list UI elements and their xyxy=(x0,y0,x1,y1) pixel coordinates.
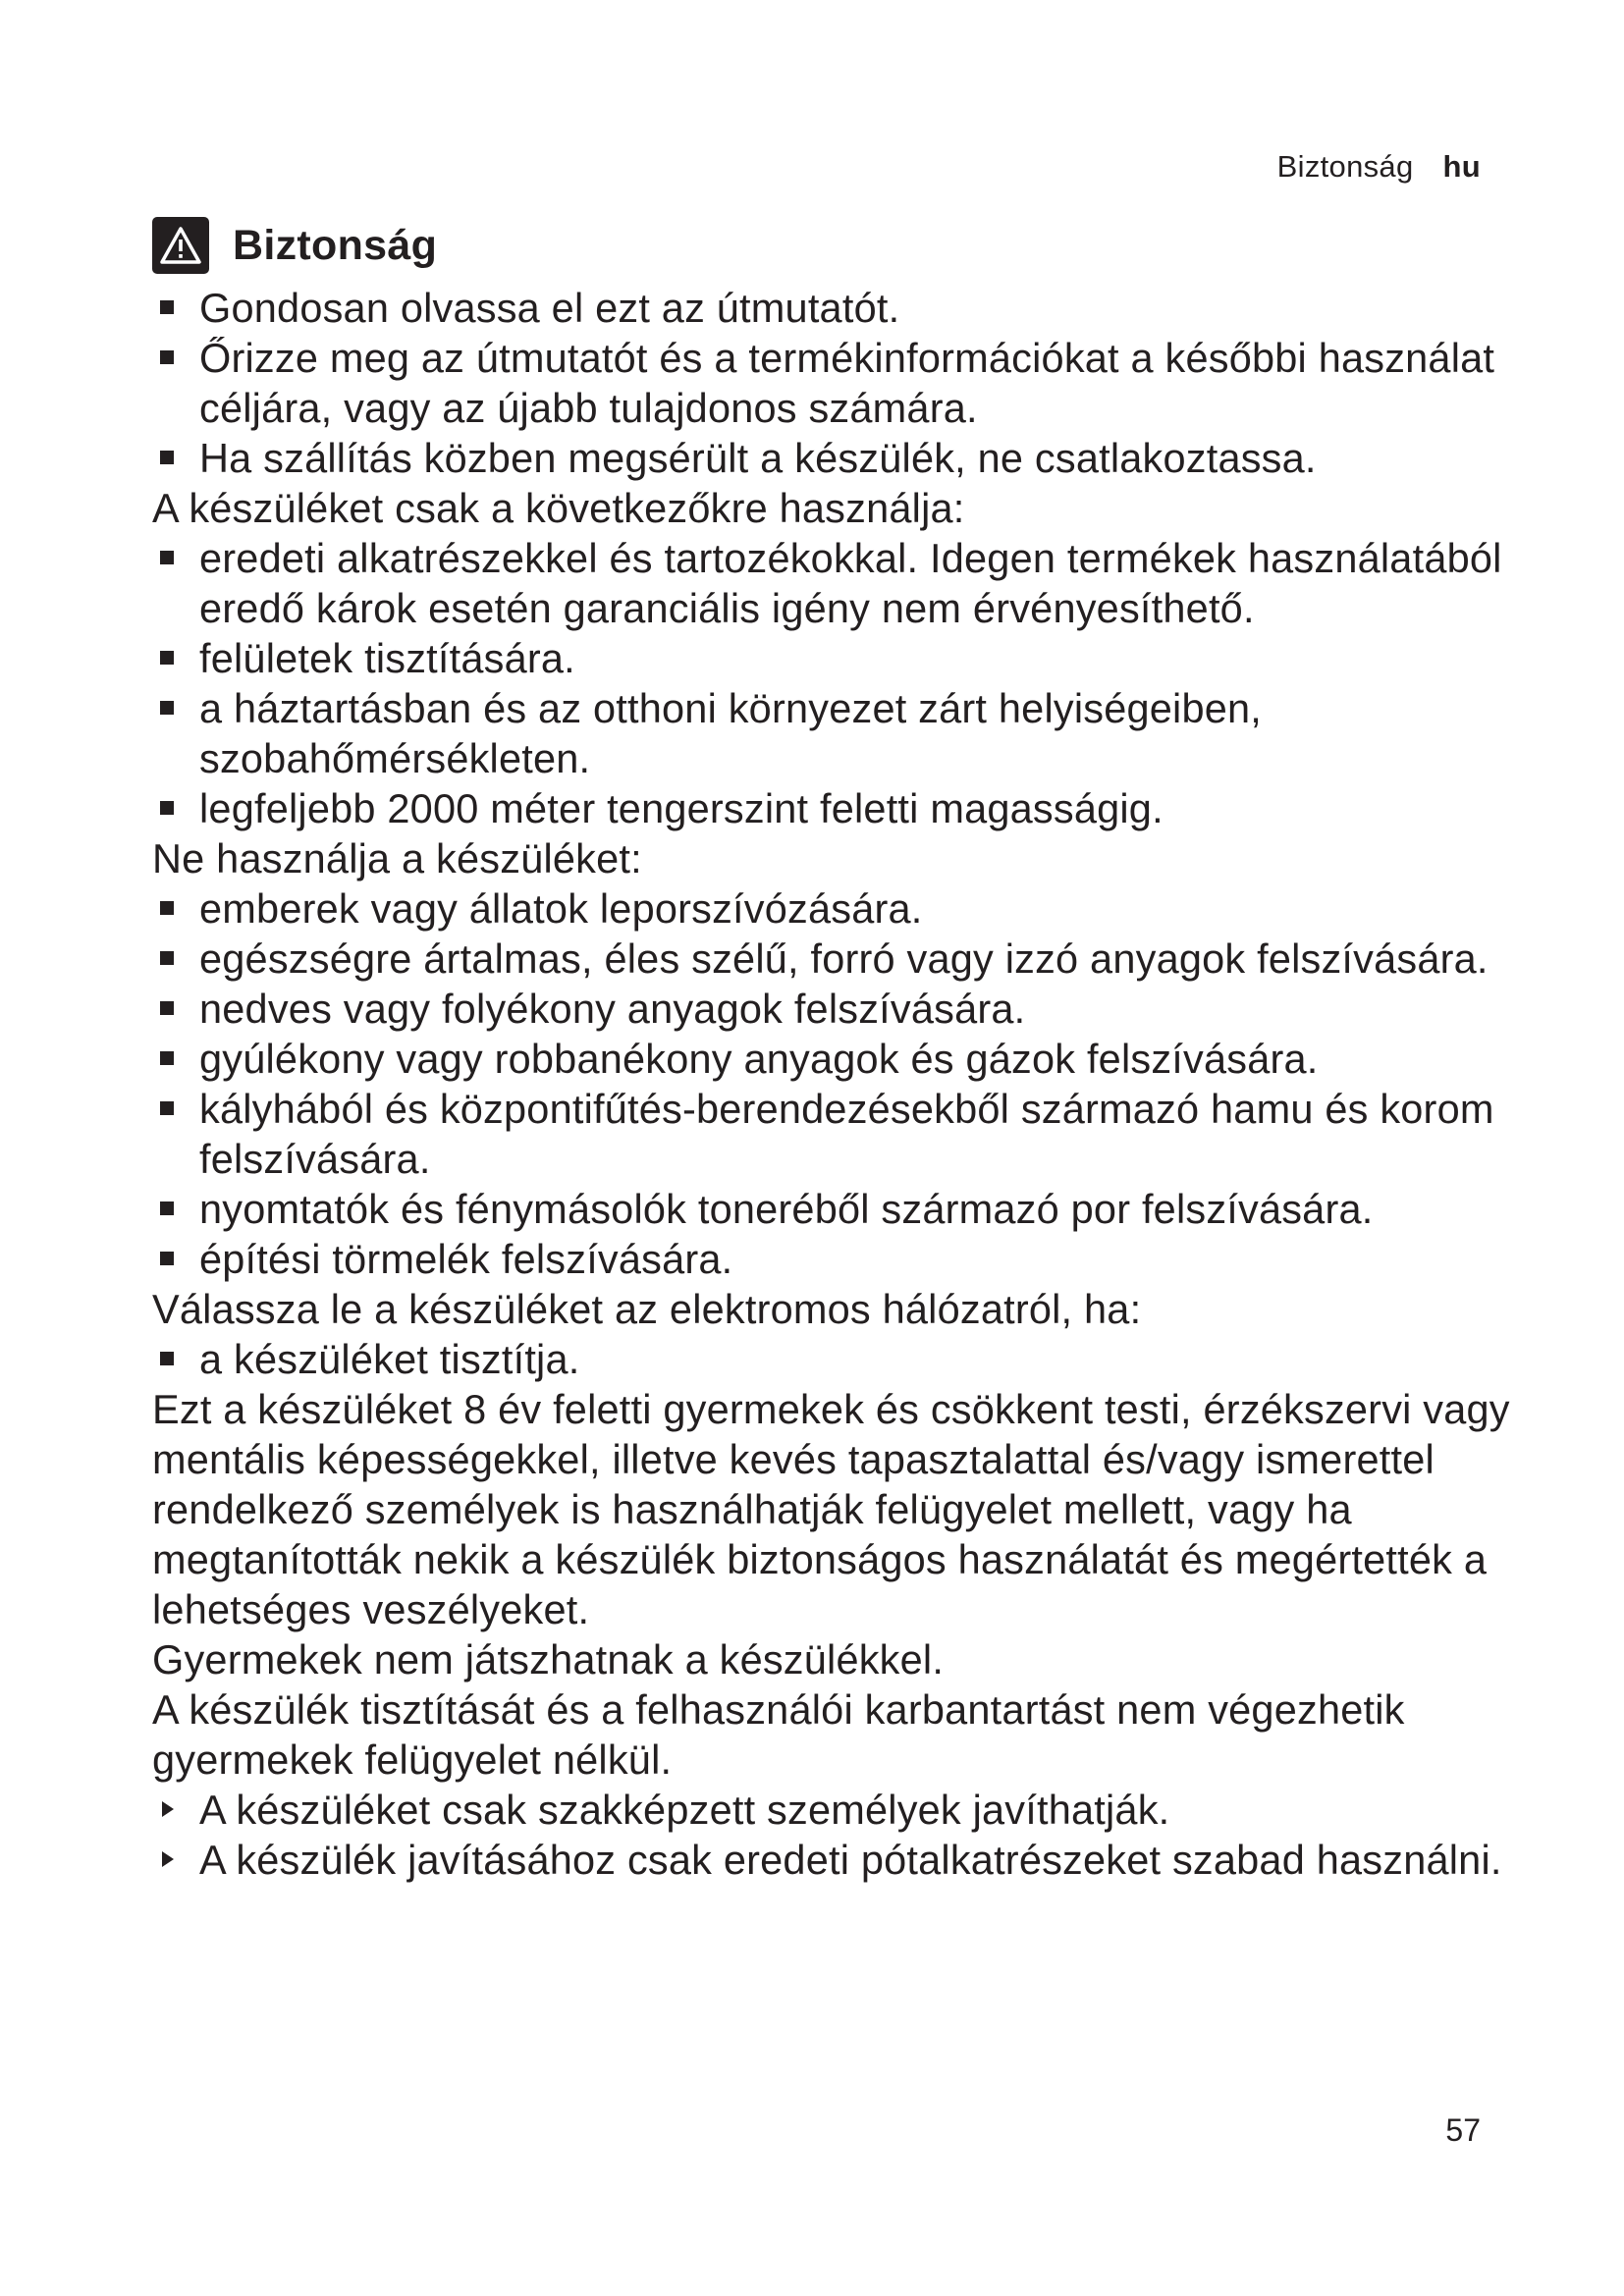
list-item: a készüléket tisztítja. xyxy=(152,1334,1517,1384)
section-title xyxy=(152,208,1517,283)
intro-list xyxy=(152,283,1517,483)
list-item: nedves vagy folyékony anyagok felszívására. xyxy=(152,984,1517,1034)
list-item: Őrizze meg az útmutatót és a termékinformációkat a későbbi használat céljára, vagy az újabb tulajdonos számára. xyxy=(152,333,1517,433)
children-play-paragraph: Gyermekek nem játszhatnak a készülékkel. xyxy=(152,1636,945,1682)
intended-use-list xyxy=(152,533,1517,833)
list-item: Gondosan olvassa el ezt az útmutatót. xyxy=(152,283,1517,333)
page-content xyxy=(152,208,1517,1885)
list-item: emberek vagy állatok leporszívózására. xyxy=(152,883,1517,934)
list-item: eredeti alkatrészekkel és tartozékokkal. Idegen termékek használatából eredő károk esetén garanciális igény nem érvényesíthető. xyxy=(152,533,1517,633)
disconnect-list xyxy=(152,1334,1517,1384)
list-item: felületek tisztítására. xyxy=(152,633,1517,683)
list-item: egészségre ártalmas, éles szélű, forró vagy izzó anyagok felszívására. xyxy=(152,934,1517,984)
list-item: építési törmelék felszívására. xyxy=(152,1234,1517,1284)
children-cleaning-paragraph: A készülék tisztítását és a felhasználói karbantartást nem végezhetik gyermekek felügyelet nélkül. xyxy=(152,1686,1405,1783)
list-item: a háztartásban és az otthoni környezet zárt helyiségeiben, szobahőmérsékleten. xyxy=(152,683,1517,783)
list-item: kályhából és központifűtés-berendezésekből származó hamu és korom felszívására. xyxy=(152,1084,1517,1184)
list-item: nyomtatók és fénymásolók toneréből származó por felszívására. xyxy=(152,1184,1517,1234)
running-header xyxy=(1277,149,1481,185)
list-item: gyúlékony vagy robbanékony anyagok és gázok felszívására. xyxy=(152,1034,1517,1084)
instruction-step: A készüléket csak szakképzett személyek javíthatják. xyxy=(152,1785,1517,1835)
prohibited-use-heading: Ne használja a készüléket: xyxy=(152,835,642,881)
disconnect-heading: Válassza le a készüléket az elektromos hálózatról, ha: xyxy=(152,1286,1142,1332)
list-item: Ha szállítás közben megsérült a készülék, ne csatlakoztassa. xyxy=(152,433,1517,483)
instruction-step: A készülék javításához csak eredeti pótalkatrészeket szabad használni. xyxy=(152,1835,1517,1885)
list-item: legfeljebb 2000 méter tengerszint feletti magasságig. xyxy=(152,783,1517,833)
repair-instructions xyxy=(152,1785,1517,1885)
children-paragraph: Ezt a készüléket 8 év feletti gyermekek és csökkent testi, érzékszervi vagy mentális képességekkel, illetve kevés tapasztalattal és/vagy ismerettel rendelkező személyek is használhatják felügyelet mellett, vagy ha megtanították nekik a készülék biztonságos használatát és megértették a lehetséges veszélyeket. xyxy=(152,1386,1510,1632)
prohibited-use-list xyxy=(152,883,1517,1284)
page-number: 57 xyxy=(1445,2112,1481,2148)
intended-use-heading: A készüléket csak a következőkre használja: xyxy=(152,485,965,531)
warning-triangle-icon xyxy=(152,217,209,274)
running-header-section: Biztonság xyxy=(1276,149,1414,184)
page-title: Biztonság xyxy=(233,221,438,269)
language-code: hu xyxy=(1442,149,1481,184)
